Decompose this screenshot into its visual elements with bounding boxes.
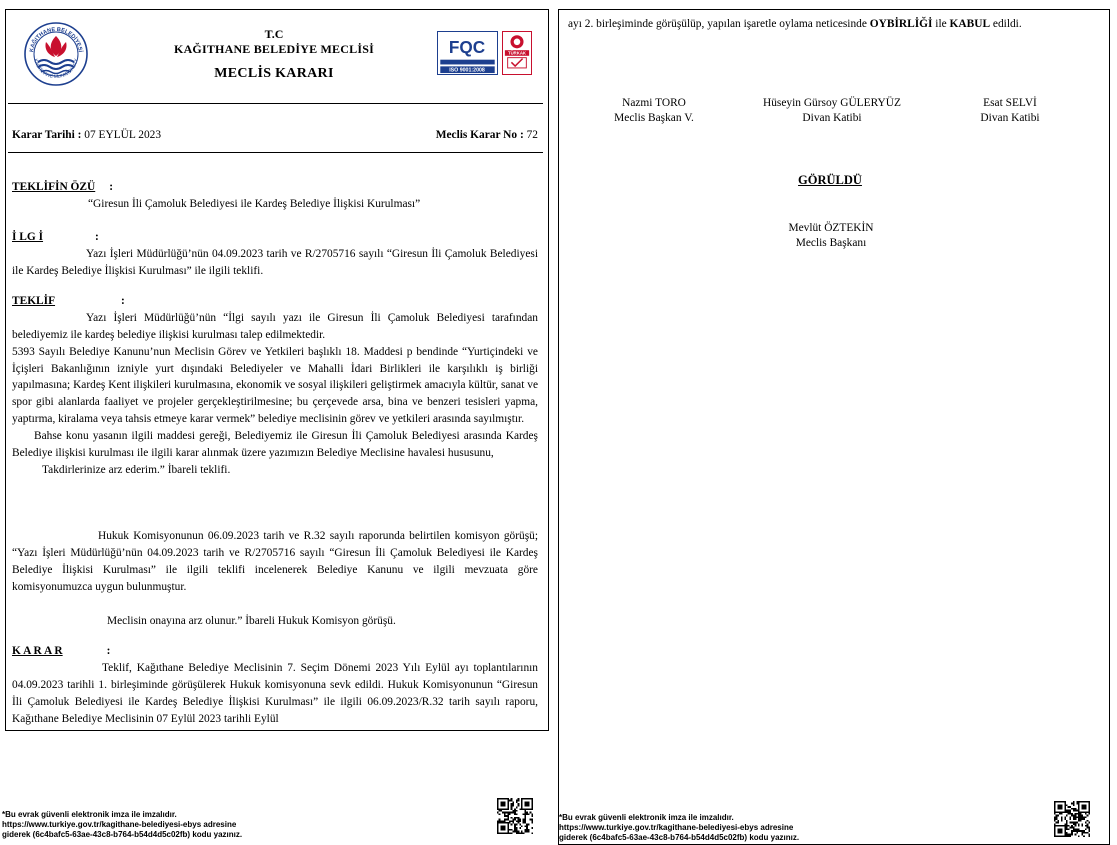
municipality-logo-icon: [24, 22, 88, 86]
qr-code-icon: [497, 798, 533, 834]
signer-name: Nazmi TORO: [622, 97, 686, 109]
seen-heading: GÖRÜLDÜ: [798, 173, 862, 187]
section-heading: K A R A R: [12, 645, 63, 657]
signer-title: Meclis Başkanı: [795, 236, 867, 249]
president-signature: [766, 221, 896, 251]
qr-code-icon: [1054, 801, 1090, 837]
section-commission: [12, 528, 538, 629]
logo-text-top: KAĞITHANE BELEDİYESİ: [29, 26, 83, 53]
signature-block: [960, 96, 1060, 126]
commission-paragraph: Hukuk Komisyonunun 06.09.2023 tarih ve R.32 sayılı raporunda belirtilen komisyon görüşü; “Yazı İşleri Müdürlüğü’nün 04.09.2023 tarih ve R/2705716 sayılı “Giresun İli Çamoluk Belediyesi ile Kardeş Belediye İlişkisi Kurulması” ile ilgili teklifi incelenerek Belediye Kanunu ve ilgili mevzuata göre komisyonumuzca uygun bulunmuştur.: [12, 530, 538, 593]
meta-divider: [8, 152, 543, 153]
decision-number-label: Meclis Karar No :: [435, 129, 524, 141]
decision-date-label: Karar Tarihi :: [12, 129, 82, 141]
section-proposal-summary: TEKLİFİN ÖZÜ : “Giresun İli Çamoluk Belediyesi ile Kardeş Belediye İlişkisi Kurulması”: [12, 179, 538, 213]
fqc-certificate-icon: [437, 31, 498, 75]
accepted-label: KABUL: [949, 18, 991, 30]
signer-name: Mevlüt ÖZTEKİN: [788, 222, 874, 234]
turkak-label: TÜRKAK: [507, 50, 527, 56]
signer-name: Esat SELVİ: [983, 97, 1037, 109]
decision-continuation: ayı 2. birleşiminde görüşülüp, yapılan işaretle oylama neticesinde OYBİRLİĞİ ile KABUL edildi.: [568, 18, 1022, 30]
header-tc: T.C: [264, 27, 284, 41]
decision-date: 07 EYLÜL 2023: [84, 129, 162, 141]
document-header: [140, 28, 408, 85]
proposal-paragraph: Yazı İşleri Müdürlüğü’nün “İlgi sayılı yazı ile Giresun İli Çamoluk Belediyesi tarafından belediyemiz ile kardeş belediye ilişkisi kurulması talep edilmektedir.: [12, 311, 538, 341]
header-council-name: KAĞITHANE BELEDİYE MECLİSİ: [174, 41, 374, 56]
decision-meta: [12, 127, 538, 144]
decision-text: Teklif, Kağıthane Belediye Meclisinin 7. Seçim Dönemi 2023 Yılı Eylül ayı toplantılarının 04.09.2023 tarihli 1. birleşiminde görüşülerek Hukuk komisyonuna sevk edildi. Hukuk Komisyonunun “Giresun İli Çamoluk Belediyesi ile Kardeş Belediye İlişkisi Kurulması” ile ilgili 06.09.2023/R.32 tarih sayılı raporu, Kağıthane Belediye Meclisinin 07 Eylül 2023 tarihli Eylül: [12, 661, 538, 725]
proposal-paragraph: Takdirlerinize arz ederim.” İbareli teklifi.: [42, 463, 231, 476]
unanimous-label: OYBİRLİĞİ: [869, 18, 933, 30]
section-heading: TEKLİFİN ÖZÜ: [12, 181, 96, 193]
logo-text-bottom: KAĞITHANE MUNICIPALITY: [32, 58, 80, 81]
reference-text: Yazı İşleri Müdürlüğü’nün 04.09.2023 tarih ve R/2705716 sayılı “Giresun İli Çamoluk Belediyesi ile Kardeş Belediye İlişkisi Kurulması” ile ilgili teklifi.: [12, 247, 538, 277]
decision-number: 72: [526, 129, 538, 141]
proposal-summary-text: “Giresun İli Çamoluk Belediyesi ile Kardeş Belediye İlişkisi Kurulması”: [88, 197, 421, 210]
commission-paragraph: Meclisin onayına arz olunur.” İbareli Hukuk Komisyon görüşü.: [107, 614, 396, 627]
section-proposal: TEKLİF : Yazı İşleri Müdürlüğü’nün “İlgi sayılı yazı ile Giresun İli Çamoluk Belediyesi tarafından belediyemiz ile kardeş belediye ilişkisi kurulması talep edilmektedir. 5393 Sayılı Belediye Kanunu’nun Meclisin Görev ve Yetkileri başlıklı 18. Maddesi p bendinde “Yurtiçindeki ve İçişleri Bakanlığının izniyle yurt dışındaki Belediyeler ve Mahalli İdari Birlikleri ile karşılıklı iş birliği yapılmasına; Kardeş Kent ilişkileri kurulmasına, ekonomik ve sosyal ilişkileri geliştirmek amacıyla kültür, sanat ve spor gibi alanlarda faaliyet ve projeler gerçekleştirilmesine; bu çerçevede arsa, bina ve benzeri tesisleri yapma, yaptırma, kiralama veya tahsis etmeye karar vermek” belediye meclisinin görev ve yetkileri arasında sayılmıştır. Bahse konu yasanın ilgili maddesi gereği, Belediyemiz ile Giresun İli Çamoluk Belediyesi arasında Kardeş Belediye ilişkisi kurulması ile ilgili karar alınmak üzere yazımızın Belediye Meclisine havalesi hususunu, Takdirlerinize arz ederim.” İbareli teklifi.: [12, 293, 538, 479]
signer-title: Divan Katibi: [802, 111, 862, 124]
e-signature-note: *Bu evrak güvenli elektronik imza ile imzalıdır. https://www.turkiye.gov.tr/kagithane-belediyesi-ebys adresine giderek (6c4bafc5-63ae-43c8-b764-b54d4d5c02fb) kodu yazınız.: [2, 810, 243, 839]
proposal-paragraph: 5393 Sayılı Belediye Kanunu’nun Meclisin Görev ve Yetkileri başlıklı 18. Maddesi p bendinde “Yurtiçindeki ve İçişleri Bakanlığının izniyle yurt dışındaki Belediyeler ve Mahalli İdari Birlikleri ile karşılıklı iş birliği yapılmasına; Kardeş Kent ilişkileri kurulmasına, ekonomik ve sosyal ilişkileri geliştirmek amacıyla kültür, sanat ve spor gibi alanlarda faaliyet ve projeler gerçekleştirilmesine; bu çerçevede arsa, bina ve benzeri tesisleri yapma, yaptırma, kiralama veya tahsis etmeye karar vermek” belediye meclisinin görev ve yetkileri arasında sayılmıştır.: [12, 345, 538, 426]
section-heading: İ LG İ: [12, 231, 44, 243]
header-divider: [8, 103, 543, 104]
signature-block: [594, 96, 714, 126]
fqc-label: FQC: [448, 37, 486, 57]
signer-name: Hüseyin Gürsoy GÜLERYÜZ: [763, 97, 901, 109]
right-page: [558, 9, 1110, 845]
iso-label: ISO 9001:2008: [449, 67, 485, 74]
section-heading: TEKLİF: [12, 295, 56, 307]
proposal-paragraph: Bahse konu yasanın ilgili maddesi gereği, Belediyemiz ile Giresun İli Çamoluk Belediyesi arasında Kardeş Belediye ilişkisi kurulması ile ilgili karar alınmak üzere yazımızın Belediye Meclisine havalesi hususunu,: [12, 430, 538, 459]
e-signature-note: *Bu evrak güvenli elektronik imza ile imzalıdır. https://www.turkiye.gov.tr/kagithane-belediyesi-ebys adresine giderek (6c4bafc5-63ae-43c8-b764-b54d4d5c02fb) kodu yazınız.: [559, 813, 800, 842]
signer-title: Divan Katibi: [980, 111, 1040, 124]
signature-block: [746, 96, 918, 126]
page-title: MECLİS KARARI: [214, 66, 334, 82]
turkak-certificate-icon: [502, 31, 532, 75]
signer-title: Meclis Başkan V.: [614, 111, 694, 124]
section-decision: K A R A R : Teklif, Kağıthane Belediye Meclisinin 7. Seçim Dönemi 2023 Yılı Eylül ayı toplantılarının 04.09.2023 tarihli 1. birleşiminde görüşülerek Hukuk komisyonuna sevk edildi. Hukuk Komisyonunun “Giresun İli Çamoluk Belediyesi ile Kardeş Belediye İlişkisi Kurulması” ile ilgili 06.09.2023/R.32 tarih sayılı raporu, Kağıthane Belediye Meclisinin 07 Eylül 2023 tarihli Eylül: [12, 643, 538, 727]
section-reference: İ LG İ : Yazı İşleri Müdürlüğü’nün 04.09.2023 tarih ve R/2705716 sayılı “Giresun İli Çamoluk Belediyesi ile Kardeş Belediye İlişkisi Kurulması” ile ilgili teklifi.: [12, 229, 538, 280]
